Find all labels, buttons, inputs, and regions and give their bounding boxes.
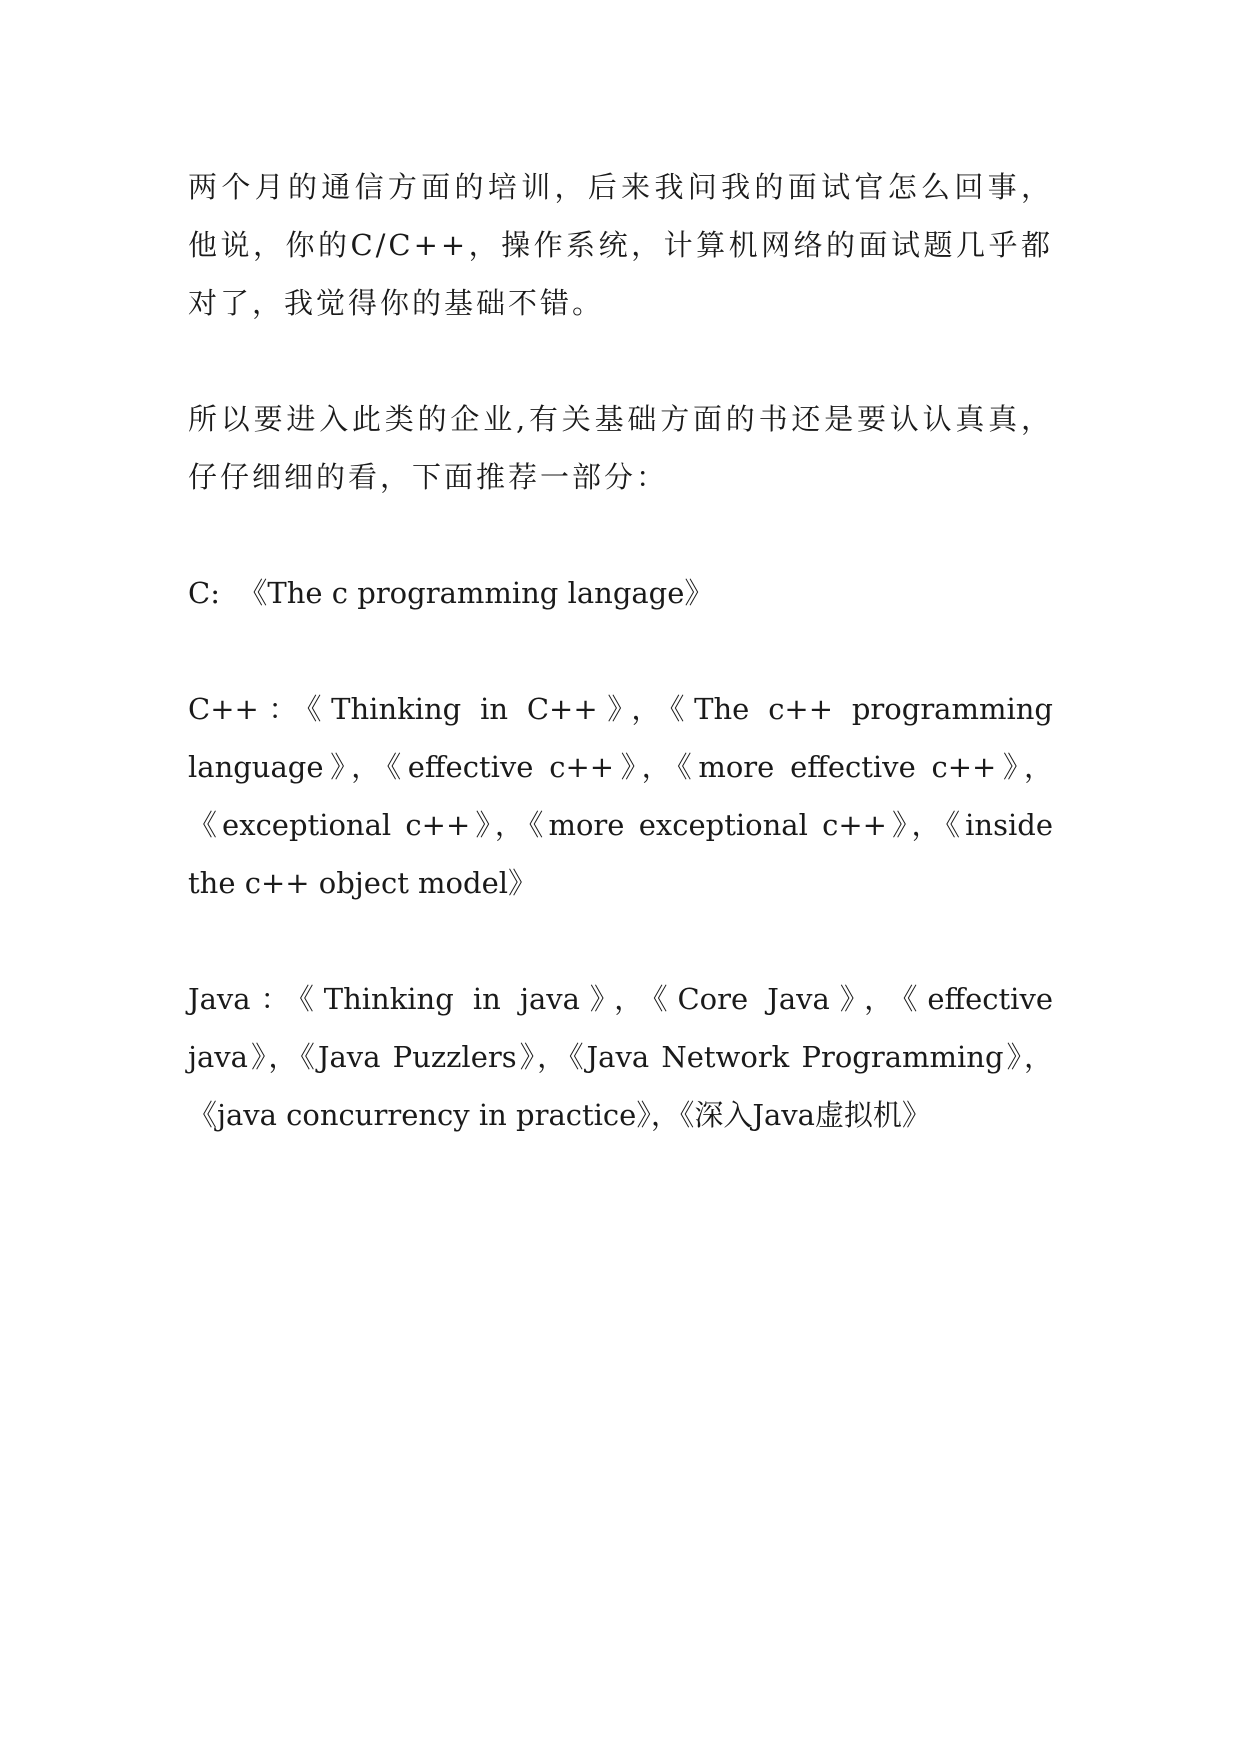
text-line: Java：《Thinking in java》，《Core Java》，《effective <box>188 982 1053 1016</box>
paragraph-java-books <box>188 970 1053 1144</box>
paragraph-c-books <box>188 564 1053 622</box>
text-line: 所以要进入此类的企业,有关基础方面的书还是要认认真真， <box>188 402 1053 436</box>
text-line: the c++ object model》 <box>188 866 538 900</box>
text-line: language》，《effective c++》，《more effective c++》， <box>188 750 1053 784</box>
text-line: 对了，我觉得你的基础不错。 <box>188 286 605 320</box>
document-page <box>188 158 1053 1202</box>
text-line: 他说，你的C/C++，操作系统，计算机网络的面试题几乎都 <box>188 228 1053 262</box>
text-line: 《java concurrency in practice》，《深入Java虚拟机》 <box>188 1098 931 1132</box>
text-line: 两个月的通信方面的培训，后来我问我的面试官怎么回事， <box>188 170 1053 204</box>
text-line: 仔仔细细的看，下面推荐一部分： <box>188 460 669 494</box>
paragraph-cpp-books <box>188 680 1053 912</box>
text-line: java》，《Java Puzzlers》，《Java Network Programming》， <box>188 1040 1053 1074</box>
paragraph-interview-story <box>188 158 1053 332</box>
text-line: 《exceptional c++》，《more exceptional c++》，《inside <box>188 808 1053 842</box>
text-line: C: 《The c programming langage》 <box>188 576 714 610</box>
paragraph-recommendation-intro <box>188 390 1053 506</box>
text-line: C++：《Thinking in C++》，《The c++ programming <box>188 692 1053 726</box>
